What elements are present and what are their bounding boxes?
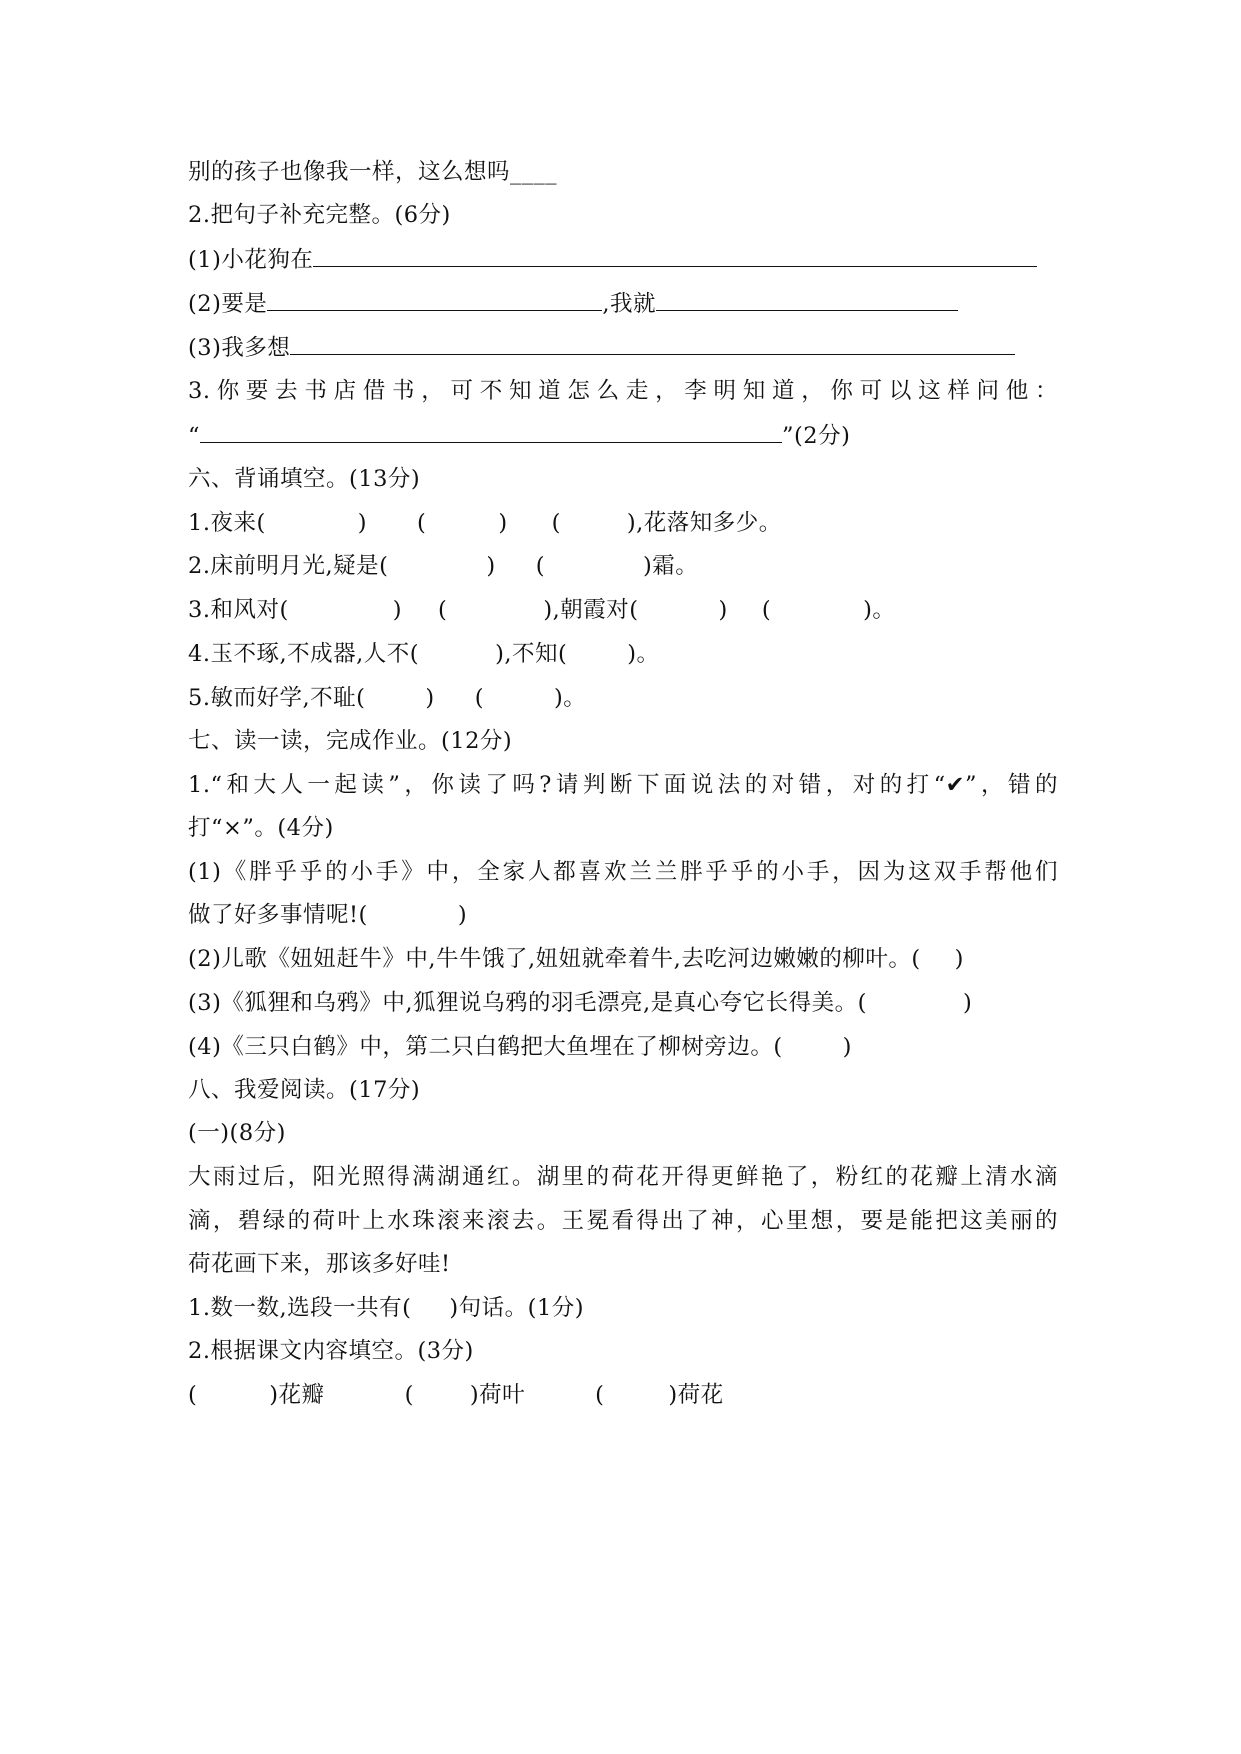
judge-item [188,857,1058,887]
line-text: ( [535,553,545,579]
answer-blank[interactable] [200,420,782,443]
line-text: 3.和风对( [188,597,289,623]
line-text: 2.把句子补充完整。(6分) [188,202,451,228]
question-text [188,813,1058,843]
section-heading [188,726,1058,756]
line-text: ) [457,902,468,928]
line-text: ”(2分) [782,423,851,449]
line-text: ) [718,597,728,623]
line-text: )。 [627,641,660,667]
line-text: ) [498,510,508,536]
line-text: (4)《三只白鹤》中，第二只白鹤把大鱼埋在了柳树旁边。( [188,1034,783,1060]
line-text: (一)(8分) [188,1120,286,1146]
recite-line [188,595,1058,625]
line-text: 六、背诵填空。(13分) [188,466,421,492]
line-text: ) [357,510,368,536]
judge-item [188,1032,1058,1062]
line-text: ( [188,1382,198,1408]
line-text: 1.“和大人一起读”，你读了吗?请判断下面说法的对错，对的打“✔”，错的 [188,772,1058,798]
answer-blank[interactable] [656,288,958,311]
question-text [188,376,1058,406]
line-text: (1)《胖乎乎的小手》中，全家人都喜欢兰兰胖乎乎的小手，因为这双手帮他们 [188,859,1058,885]
line-text: ),不知( [495,641,568,667]
recite-line [188,551,1058,581]
judge-item [188,944,1058,974]
answer-blank[interactable] [290,332,1015,355]
fill-line [188,332,1058,363]
line-text: 2.根据课文内容填空。(3分) [188,1338,474,1364]
line-text: )荷花 [668,1382,724,1408]
line-text: ),朝霞对( [543,597,639,623]
line-text: ( [404,1382,414,1408]
line-text: ( [761,597,772,623]
line-text: ( [438,597,448,623]
line-text: )霜。 [642,553,699,579]
line-text: ) [962,990,973,1016]
recite-line [188,683,1058,713]
line-text: )。 [863,597,896,623]
line-text: 荷花画下来，那该多好哇! [188,1251,451,1277]
line-text: 滴，碧绿的荷叶上水珠滚来滚去。王冕看得出了神，心里想，要是能把这美丽的 [188,1208,1058,1234]
answer-blank[interactable] [267,288,602,311]
recite-line [188,508,1058,538]
line-text: )荷叶 [469,1382,526,1408]
section-heading [188,1075,1058,1105]
passage-line [188,1249,1058,1279]
line-text: 别的孩子也像我一样，这么想吗____ [188,159,558,185]
line-text: 5.敏而好学,不耻( [188,685,366,711]
question-text [188,770,1058,800]
fill-line [188,244,1058,275]
line-text: 4.玉不琢,不成器,人不( [188,641,420,667]
line-text: (2)要是 [188,291,268,317]
question-heading [188,200,1058,230]
line-text: ) [954,946,964,972]
question-text [188,1293,1058,1323]
section-heading [188,464,1058,494]
line-text: )。 [553,685,587,711]
subsection-heading [188,1118,1058,1148]
recite-line [188,639,1058,669]
line-text: ) [392,597,403,623]
fill-row [188,1380,1058,1410]
fill-line [188,288,1058,319]
line-text: ,我就 [602,291,657,317]
line-text: ) [486,553,496,579]
text-line [188,157,1058,187]
line-text: (2)儿歌《妞妞赶牛》中,牛牛饿了,妞妞就牵着牛,去吃河边嫩嫩的柳叶。( [188,946,921,972]
line-text: 1.夜来( [188,510,266,536]
judge-item [188,988,1058,1018]
line-text: ) [425,685,435,711]
line-text: 1.数一数,选段一共有( [188,1295,412,1321]
answer-blank[interactable] [313,244,1037,267]
passage-line [188,1162,1058,1192]
line-text: ),花落知多少。 [626,510,782,536]
line-text: ( [551,510,561,536]
question-heading [188,1336,1058,1366]
line-text: 做了好多事情呢!( [188,902,368,928]
line-text: (3)我多想 [188,335,291,361]
line-text: 七、读一读，完成作业。(12分) [188,728,513,754]
line-text: ( [595,1382,605,1408]
line-text: “ [188,423,201,449]
line-text: 八、我爱阅读。(17分) [188,1077,421,1103]
line-text: ( [417,510,427,536]
line-text: ( [474,685,484,711]
line-text: ) [842,1034,852,1060]
line-text: )句话。(1分) [449,1295,585,1321]
passage-line [188,1206,1058,1236]
line-text: 打“×”。(4分) [188,815,334,841]
line-text: )花瓣 [269,1382,325,1408]
fill-line [188,420,1058,451]
line-text: (1)小花狗在 [188,247,314,273]
line-text: 3.你要去书店借书，可不知道怎么走，李明知道，你可以这样问他： [188,378,1058,404]
line-text: 大雨过后，阳光照得满湖通红。湖里的荷花开得更鲜艳了，粉红的花瓣上清水滴 [188,1164,1058,1190]
judge-item [188,900,1058,930]
line-text: (3)《狐狸和乌鸦》中,狐狸说乌鸦的羽毛漂亮,是真心夸它长得美。( [188,990,867,1016]
line-text: 2.床前明月光,疑是( [188,553,389,579]
